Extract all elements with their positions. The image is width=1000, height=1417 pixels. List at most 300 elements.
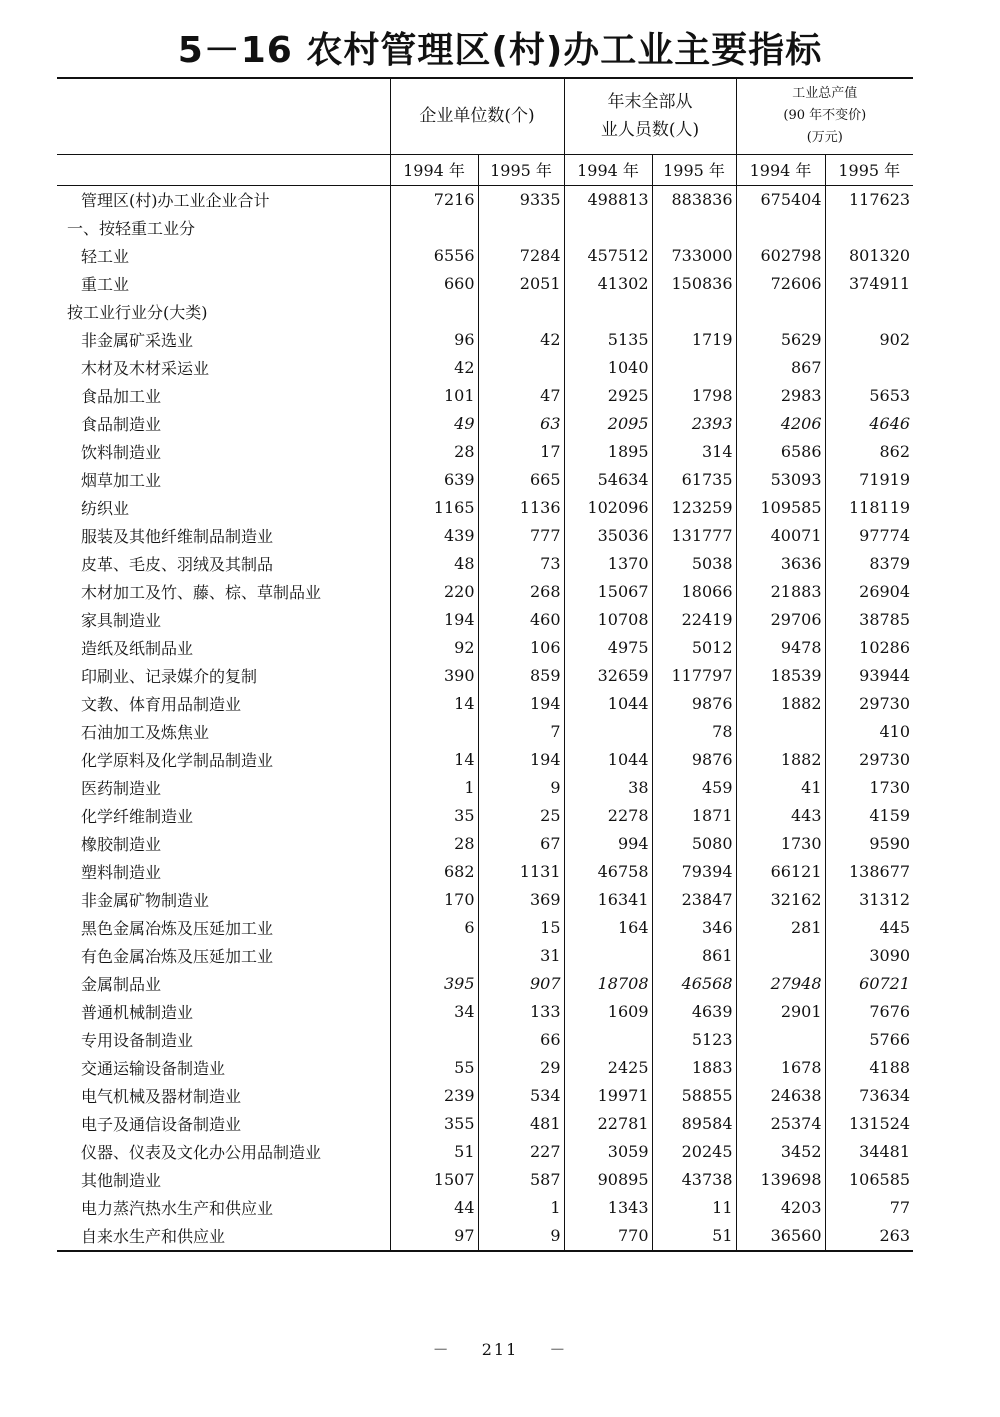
- table-cell: 8379: [825, 550, 913, 578]
- table-cell: 1: [478, 1194, 564, 1222]
- table-cell: 777: [478, 522, 564, 550]
- table-cell: 73634: [825, 1082, 913, 1110]
- table-cell: 10708: [564, 606, 652, 634]
- row-label: 化学原料及化学制品制造业: [81, 751, 274, 770]
- table-cell: 29706: [736, 606, 825, 634]
- table-cell: 170: [390, 886, 478, 914]
- table-cell: [564, 214, 652, 242]
- table-cell: [736, 214, 825, 242]
- table-cell: 55: [390, 1054, 478, 1082]
- table-row: [57, 1138, 913, 1166]
- page-footer: [0, 1337, 1000, 1360]
- table-cell: 20245: [652, 1138, 736, 1166]
- table-cell: 4188: [825, 1054, 913, 1082]
- table-cell: 34: [390, 998, 478, 1026]
- table-cell: 139698: [736, 1166, 825, 1194]
- header-employees: [564, 78, 736, 154]
- table-cell: [564, 942, 652, 970]
- year-header: 1994 年: [564, 154, 652, 185]
- table-cell: 97774: [825, 522, 913, 550]
- table-cell: 46758: [564, 858, 652, 886]
- table-row: [57, 354, 913, 382]
- table-cell: 457512: [564, 242, 652, 270]
- table-cell: [390, 214, 478, 242]
- table-cell: 5123: [652, 1026, 736, 1054]
- table-cell: 5080: [652, 830, 736, 858]
- table-cell: 164: [564, 914, 652, 942]
- table-row: [57, 970, 913, 998]
- table-cell: [736, 298, 825, 326]
- table-cell: 5653: [825, 382, 913, 410]
- table-cell: 46568: [652, 970, 736, 998]
- table-cell: 63: [478, 410, 564, 438]
- table-cell: 25: [478, 802, 564, 830]
- table-cell: 90895: [564, 1166, 652, 1194]
- table-cell: 17: [478, 438, 564, 466]
- table-cell: 1730: [825, 774, 913, 802]
- table-row: [57, 1110, 913, 1138]
- table-cell: 131777: [652, 522, 736, 550]
- table-cell: 3090: [825, 942, 913, 970]
- table-cell: 118119: [825, 494, 913, 522]
- header-output-line3: (万元): [806, 130, 843, 146]
- table-row: [57, 438, 913, 466]
- row-label: 橡胶制造业: [81, 835, 162, 854]
- table-cell: 32659: [564, 662, 652, 690]
- row-label: 木材加工及竹、藤、棕、草制品业: [81, 583, 322, 602]
- table-cell: 4206: [736, 410, 825, 438]
- table-cell: 53093: [736, 466, 825, 494]
- table-cell: 131524: [825, 1110, 913, 1138]
- table-cell: 1871: [652, 802, 736, 830]
- table-cell: 862: [825, 438, 913, 466]
- table-row: [57, 1166, 913, 1194]
- table-cell: 21883: [736, 578, 825, 606]
- row-label: 服装及其他纤维制品制造业: [81, 527, 274, 546]
- table-cell: 1609: [564, 998, 652, 1026]
- row-label: 电力蒸汽热水生产和供应业: [81, 1199, 274, 1218]
- table-cell: 32162: [736, 886, 825, 914]
- table-row: [57, 410, 913, 438]
- header-output-line2: (90 年不变价): [783, 108, 867, 124]
- table-cell: 117797: [652, 662, 736, 690]
- table-cell: 16341: [564, 886, 652, 914]
- table-cell: 2983: [736, 382, 825, 410]
- table-cell: 6556: [390, 242, 478, 270]
- table-cell: 675404: [736, 185, 825, 214]
- table-cell: 733000: [652, 242, 736, 270]
- row-label: 一、按轻重工业分: [67, 219, 196, 238]
- table-row: [57, 886, 913, 914]
- table-cell: 9335: [478, 185, 564, 214]
- table-cell: 9: [478, 1222, 564, 1251]
- table-cell: 2393: [652, 410, 736, 438]
- table-cell: 15067: [564, 578, 652, 606]
- table-cell: 374911: [825, 270, 913, 298]
- table-cell: [390, 942, 478, 970]
- row-label: 管理区(村)办工业企业合计: [81, 191, 270, 210]
- table-cell: [478, 298, 564, 326]
- row-label: 塑料制造业: [81, 863, 162, 882]
- table-cell: [390, 1026, 478, 1054]
- header-employees-line1: 年末全部从: [607, 92, 693, 113]
- table-cell: 5629: [736, 326, 825, 354]
- table-cell: 27948: [736, 970, 825, 998]
- table-cell: 7216: [390, 185, 478, 214]
- table-cell: 9876: [652, 746, 736, 774]
- table-cell: 72606: [736, 270, 825, 298]
- table-cell: [652, 298, 736, 326]
- table-cell: [390, 718, 478, 746]
- table-cell: 28: [390, 830, 478, 858]
- table-cell: 4646: [825, 410, 913, 438]
- table-cell: 79394: [652, 858, 736, 886]
- table-cell: 1883: [652, 1054, 736, 1082]
- table-cell: 7: [478, 718, 564, 746]
- table-cell: 15: [478, 914, 564, 942]
- table-cell: 7284: [478, 242, 564, 270]
- table-cell: 1370: [564, 550, 652, 578]
- table-cell: 4203: [736, 1194, 825, 1222]
- table-cell: 41: [736, 774, 825, 802]
- table-row: [57, 185, 913, 214]
- statistics-table: [57, 77, 913, 1252]
- table-cell: 459: [652, 774, 736, 802]
- footer-dash-right: －: [549, 1340, 568, 1359]
- table-cell: 883836: [652, 185, 736, 214]
- table-cell: 101: [390, 382, 478, 410]
- table-cell: 3636: [736, 550, 825, 578]
- year-header: 1994 年: [736, 154, 825, 185]
- table-cell: [564, 1026, 652, 1054]
- table-row: [57, 1026, 913, 1054]
- table-body: [57, 185, 913, 1251]
- table-cell: 867: [736, 354, 825, 382]
- table-cell: 281: [736, 914, 825, 942]
- row-label: 按工业行业分(大类): [67, 303, 208, 322]
- table-cell: 268: [478, 578, 564, 606]
- table-cell: 1165: [390, 494, 478, 522]
- table-cell: [825, 214, 913, 242]
- table-cell: 770: [564, 1222, 652, 1251]
- table-cell: [736, 942, 825, 970]
- table-cell: 439: [390, 522, 478, 550]
- table-cell: [478, 214, 564, 242]
- table-row: [57, 1054, 913, 1082]
- table-cell: [736, 1026, 825, 1054]
- table-cell: 66: [478, 1026, 564, 1054]
- row-label: 印刷业、记录媒介的复制: [81, 667, 258, 686]
- table-row: [57, 774, 913, 802]
- table-row: [57, 242, 913, 270]
- table-cell: 61735: [652, 466, 736, 494]
- table-cell: 2925: [564, 382, 652, 410]
- table-cell: 1040: [564, 354, 652, 382]
- table-cell: 4159: [825, 802, 913, 830]
- table-row: [57, 1194, 913, 1222]
- table-cell: 9: [478, 774, 564, 802]
- row-label-header-year: [57, 154, 390, 185]
- table-cell: 1895: [564, 438, 652, 466]
- table-cell: 5038: [652, 550, 736, 578]
- table-cell: 460: [478, 606, 564, 634]
- table-cell: 22419: [652, 606, 736, 634]
- table-cell: 66121: [736, 858, 825, 886]
- table-cell: 227: [478, 1138, 564, 1166]
- table-cell: [736, 718, 825, 746]
- row-label: 轻工业: [81, 247, 130, 266]
- table-cell: [478, 354, 564, 382]
- footer-dash-left: －: [432, 1340, 451, 1359]
- table-cell: 445: [825, 914, 913, 942]
- table-cell: 665: [478, 466, 564, 494]
- table-cell: 1730: [736, 830, 825, 858]
- table-cell: 4975: [564, 634, 652, 662]
- table-cell: 34481: [825, 1138, 913, 1166]
- table-cell: 907: [478, 970, 564, 998]
- table-row: [57, 298, 913, 326]
- table-cell: 23847: [652, 886, 736, 914]
- table-cell: 3452: [736, 1138, 825, 1166]
- table-cell: 9876: [652, 690, 736, 718]
- row-label: 电气机械及器材制造业: [81, 1087, 242, 1106]
- table-header: [57, 78, 913, 185]
- table-cell: 29730: [825, 746, 913, 774]
- table-cell: 314: [652, 438, 736, 466]
- row-label: 非金属矿采选业: [81, 331, 194, 350]
- table-cell: 682: [390, 858, 478, 886]
- table-cell: 2095: [564, 410, 652, 438]
- table-cell: 67: [478, 830, 564, 858]
- table-cell: 54634: [564, 466, 652, 494]
- header-employees-line2: 业人员数(人): [600, 120, 700, 141]
- table-cell: 26904: [825, 578, 913, 606]
- row-label: 非金属矿物制造业: [81, 891, 210, 910]
- row-label: 木材及木材采运业: [81, 359, 210, 378]
- table-cell: [564, 718, 652, 746]
- table-cell: 5012: [652, 634, 736, 662]
- table-cell: 6586: [736, 438, 825, 466]
- table-cell: 44: [390, 1194, 478, 1222]
- table-cell: 28: [390, 438, 478, 466]
- table-cell: 194: [390, 606, 478, 634]
- table-row: [57, 606, 913, 634]
- table-cell: 106: [478, 634, 564, 662]
- page-number: 211: [481, 1340, 519, 1359]
- year-header: 1995 年: [825, 154, 913, 185]
- table-cell: 4639: [652, 998, 736, 1026]
- table-row: [57, 942, 913, 970]
- table-cell: 194: [478, 746, 564, 774]
- table-cell: 48: [390, 550, 478, 578]
- table-cell: 1678: [736, 1054, 825, 1082]
- table-cell: 77: [825, 1194, 913, 1222]
- table-cell: 89584: [652, 1110, 736, 1138]
- table-cell: 49: [390, 410, 478, 438]
- row-label-header: [57, 78, 390, 154]
- table-cell: 71919: [825, 466, 913, 494]
- table-row: [57, 858, 913, 886]
- table-cell: 22781: [564, 1110, 652, 1138]
- table-cell: 93944: [825, 662, 913, 690]
- row-label: 金属制品业: [81, 975, 162, 994]
- table-cell: 6: [390, 914, 478, 942]
- table-cell: 481: [478, 1110, 564, 1138]
- table-cell: 2425: [564, 1054, 652, 1082]
- table-cell: 5135: [564, 326, 652, 354]
- table-row: [57, 326, 913, 354]
- table-row: [57, 466, 913, 494]
- row-label: 纺织业: [81, 499, 130, 518]
- table-cell: 1136: [478, 494, 564, 522]
- row-label: 饮料制造业: [81, 443, 162, 462]
- table-cell: 38: [564, 774, 652, 802]
- table-cell: 58855: [652, 1082, 736, 1110]
- table-cell: 29: [478, 1054, 564, 1082]
- table-cell: 346: [652, 914, 736, 942]
- table-cell: 355: [390, 1110, 478, 1138]
- table-cell: 18066: [652, 578, 736, 606]
- table-row: [57, 522, 913, 550]
- table-cell: 51: [652, 1222, 736, 1251]
- table-cell: 35036: [564, 522, 652, 550]
- table-cell: 29730: [825, 690, 913, 718]
- table-cell: 534: [478, 1082, 564, 1110]
- table-cell: 369: [478, 886, 564, 914]
- table-cell: 42: [390, 354, 478, 382]
- table-row: [57, 550, 913, 578]
- row-label: 家具制造业: [81, 611, 162, 630]
- table-cell: 24638: [736, 1082, 825, 1110]
- page-title: 5－16 农村管理区(村)办工业主要指标: [177, 30, 823, 71]
- table-cell: 1: [390, 774, 478, 802]
- table-row: [57, 830, 913, 858]
- table-cell: 38785: [825, 606, 913, 634]
- table-cell: 1719: [652, 326, 736, 354]
- table-cell: 859: [478, 662, 564, 690]
- table-cell: 9478: [736, 634, 825, 662]
- table-cell: 133: [478, 998, 564, 1026]
- row-label: 文教、体育用品制造业: [81, 695, 242, 714]
- table-cell: 1507: [390, 1166, 478, 1194]
- table-cell: 1882: [736, 690, 825, 718]
- table-cell: 994: [564, 830, 652, 858]
- table-cell: 36560: [736, 1222, 825, 1251]
- row-label: 专用设备制造业: [81, 1031, 194, 1050]
- table-cell: 102096: [564, 494, 652, 522]
- header-output-value: [736, 78, 913, 154]
- table-cell: 18539: [736, 662, 825, 690]
- table-cell: 263: [825, 1222, 913, 1251]
- table-cell: 902: [825, 326, 913, 354]
- table-cell: 42: [478, 326, 564, 354]
- table-cell: 2901: [736, 998, 825, 1026]
- table-cell: 106585: [825, 1166, 913, 1194]
- table-cell: 443: [736, 802, 825, 830]
- table-cell: 35: [390, 802, 478, 830]
- table-row: [57, 690, 913, 718]
- row-label: 自来水生产和供应业: [57, 1222, 390, 1251]
- row-label: 重工业: [81, 275, 130, 294]
- table-cell: 3059: [564, 1138, 652, 1166]
- row-label: 化学纤维制造业: [81, 807, 194, 826]
- table-cell: 660: [390, 270, 478, 298]
- table-cell: 602798: [736, 242, 825, 270]
- table-cell: 109585: [736, 494, 825, 522]
- table-cell: 239: [390, 1082, 478, 1110]
- table-cell: 47: [478, 382, 564, 410]
- year-header: 1994 年: [390, 154, 478, 185]
- table-cell: [564, 298, 652, 326]
- table-cell: 25374: [736, 1110, 825, 1138]
- table-cell: 31: [478, 942, 564, 970]
- table-cell: 1044: [564, 690, 652, 718]
- table-row: [57, 382, 913, 410]
- table-row: [57, 214, 913, 242]
- row-label: 石油加工及炼焦业: [81, 723, 210, 742]
- header-enterprise-count: 企业单位数(个): [390, 78, 564, 154]
- table-row: [57, 494, 913, 522]
- table-row: [57, 746, 913, 774]
- row-label: 造纸及纸制品业: [81, 639, 194, 658]
- table-cell: 14: [390, 690, 478, 718]
- table-cell: 138677: [825, 858, 913, 886]
- table-cell: 19971: [564, 1082, 652, 1110]
- table-cell: 861: [652, 942, 736, 970]
- table-cell: 31312: [825, 886, 913, 914]
- row-label: 皮革、毛皮、羽绒及其制品: [81, 555, 274, 574]
- row-label: 食品制造业: [81, 415, 162, 434]
- row-label: 其他制造业: [81, 1171, 162, 1190]
- table-row: [57, 802, 913, 830]
- table-cell: 9590: [825, 830, 913, 858]
- table-cell: 60721: [825, 970, 913, 998]
- table-cell: 96: [390, 326, 478, 354]
- table-cell: 1044: [564, 746, 652, 774]
- table-cell: 10286: [825, 634, 913, 662]
- table-cell: 395: [390, 970, 478, 998]
- table-cell: [825, 298, 913, 326]
- year-header: 1995 年: [478, 154, 564, 185]
- row-label: 仪器、仪表及文化办公用品制造业: [81, 1143, 322, 1162]
- table-cell: 5766: [825, 1026, 913, 1054]
- table-cell: 150836: [652, 270, 736, 298]
- table-row: [57, 718, 913, 746]
- table-cell: 2051: [478, 270, 564, 298]
- table-cell: [652, 354, 736, 382]
- table-cell: [390, 298, 478, 326]
- table-cell: 40071: [736, 522, 825, 550]
- table-cell: 11: [652, 1194, 736, 1222]
- table-cell: 14: [390, 746, 478, 774]
- table-cell: 801320: [825, 242, 913, 270]
- table-row: [57, 998, 913, 1026]
- row-label: 电子及通信设备制造业: [81, 1115, 242, 1134]
- table-row: [57, 914, 913, 942]
- table-cell: [652, 214, 736, 242]
- table-cell: 18708: [564, 970, 652, 998]
- table-cell: 390: [390, 662, 478, 690]
- table-cell: 92: [390, 634, 478, 662]
- table-cell: 1343: [564, 1194, 652, 1222]
- table-cell: 117623: [825, 185, 913, 214]
- row-label: 医药制造业: [81, 779, 162, 798]
- table-cell: 2278: [564, 802, 652, 830]
- table-cell: 123259: [652, 494, 736, 522]
- header-output-line1: 工业总产值: [792, 86, 858, 102]
- row-label: 有色金属冶炼及压延加工业: [81, 947, 274, 966]
- table-cell: 78: [652, 718, 736, 746]
